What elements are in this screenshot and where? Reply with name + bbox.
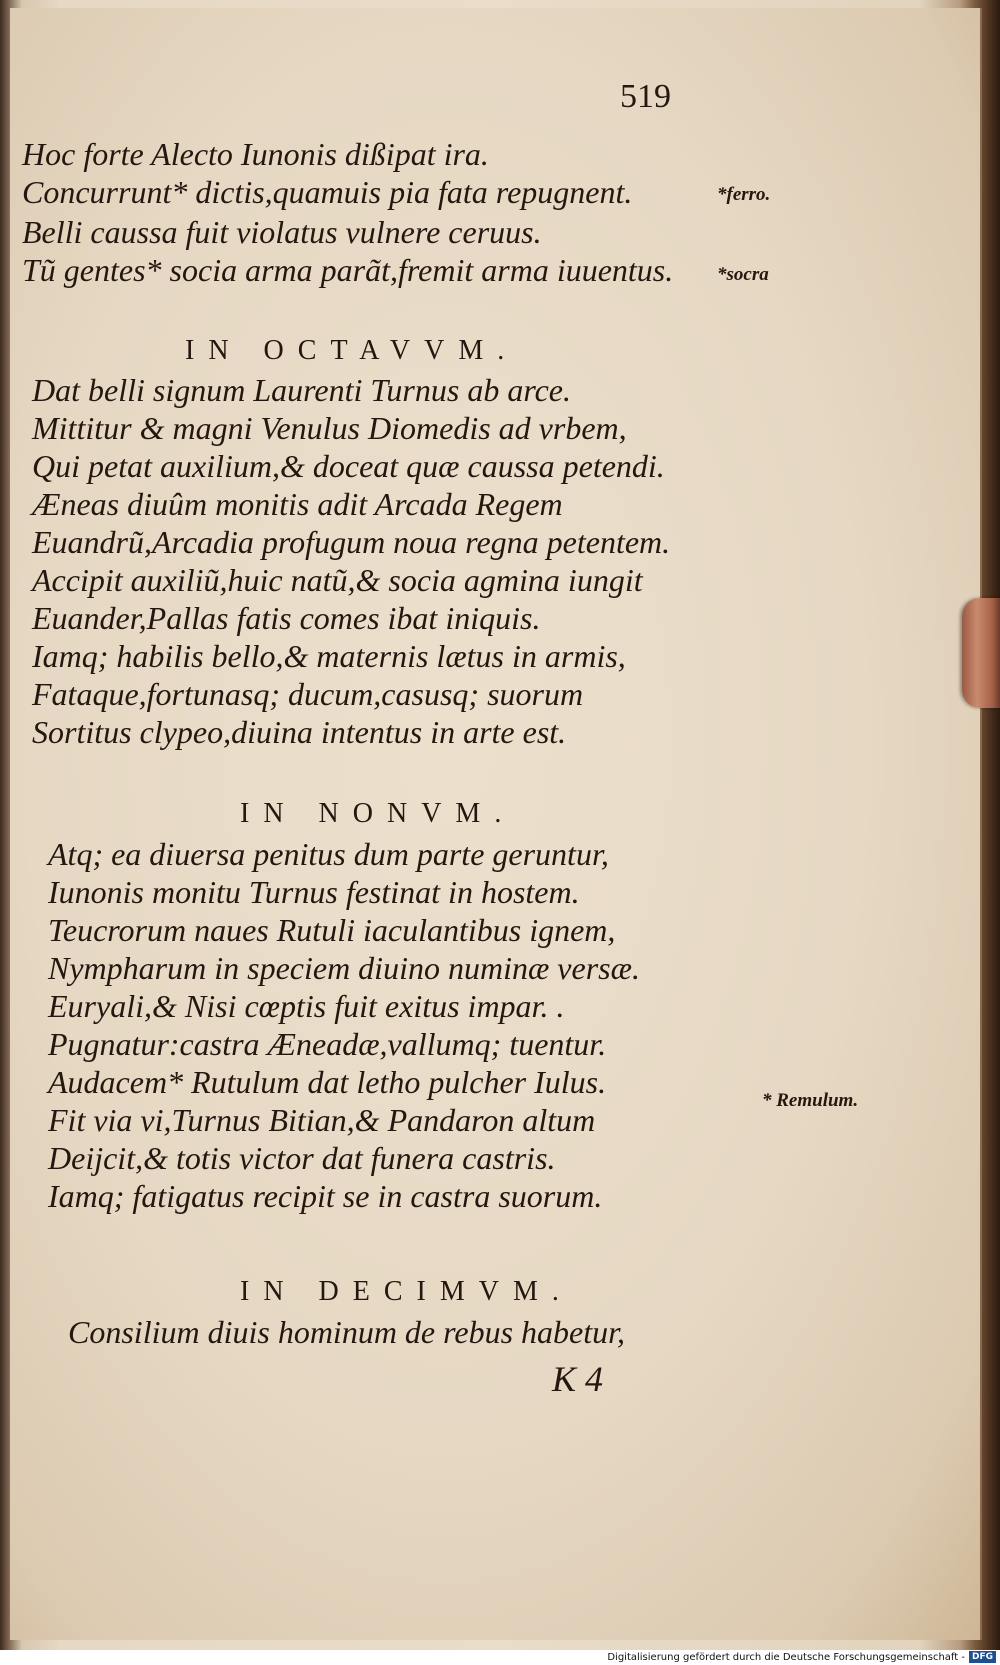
verse-line: Teucrorum naues Rutuli iaculantibus ignem,: [48, 912, 616, 948]
verse-line: Nympharum in speciem diuino numinæ versæ.: [48, 950, 640, 986]
verse-line: Iamq; habilis bello,& maternis lætus in armis,: [32, 638, 626, 674]
verse-line: Qui petat auxilium,& doceat quæ caussa petendi.: [32, 448, 665, 484]
verse-line: Deijcit,& totis victor dat funera castris.: [48, 1140, 556, 1176]
margin-note: * Remulum.: [762, 1090, 859, 1111]
verse-line: Iamq; fatigatus recipit se in castra suorum.: [48, 1178, 603, 1214]
margin-note: *socra: [717, 264, 769, 285]
verse-line: Tũ gentes* socia arma parãt,fremit arma iuuentus.: [22, 252, 674, 288]
verse-line: Hoc forte Alecto Iunonis dißipat ira.: [22, 136, 489, 172]
verse-line: Belli caussa fuit violatus vulnere ceruus.: [22, 214, 542, 250]
section-heading: IN NONVM.: [240, 798, 516, 829]
book-page: [10, 8, 982, 1640]
verse-line: Euryali,& Nisi cœptis fuit exitus impar. .: [48, 988, 565, 1024]
section-heading: IN DECIMVM.: [240, 1276, 573, 1307]
verse-line: Iunonis monitu Turnus festinat in hostem.: [48, 874, 580, 910]
verse-line: Fataque,fortunasq; ducum,casusq; suorum: [32, 676, 584, 712]
verse-line: Sortitus clypeo,diuina intentus in arte est.: [32, 714, 567, 750]
verse-line: Audacem* Rutulum dat letho pulcher Iulus.: [48, 1064, 607, 1100]
book-clasp: [962, 598, 1000, 708]
signature-mark: K 4: [552, 1359, 604, 1399]
page-number: 519: [620, 78, 671, 115]
verse-line: Fit via vi,Turnus Bitian,& Pandaron altum: [48, 1102, 596, 1138]
verse-line: Pugnatur:castra Æneadæ,vallumq; tuentur.: [48, 1026, 607, 1062]
digitization-footer: [0, 1650, 1000, 1665]
verse-line: Mittitur & magni Venulus Diomedis ad vrbem,: [32, 410, 627, 446]
margin-note: *ferro.: [717, 184, 771, 205]
verse-line: Euander,Pallas fatis comes ibat iniquis.: [32, 600, 541, 636]
verse-line: Accipit auxiliũ,huic natũ,& socia agmina iungit: [32, 562, 643, 598]
verse-line: Dat belli signum Laurenti Turnus ab arce.: [32, 372, 571, 408]
dfg-logo-icon: DFG: [969, 1651, 996, 1663]
verse-line: Atq; ea diuersa penitus dum parte geruntur,: [48, 836, 609, 872]
section-heading: IN OCTAVVM.: [185, 335, 519, 366]
verse-line: Concurrunt* dictis,quamuis pia fata repugnent.: [22, 174, 633, 210]
verse-line: Consilium diuis hominum de rebus habetur,: [68, 1314, 626, 1350]
verse-line: Æneas diuûm monitis adit Arcada Regem: [32, 486, 563, 522]
footer-text: Digitalisierung gefördert durch die Deutsche Forschungsgemeinschaft -: [607, 1652, 965, 1663]
verse-line: Euandrũ,Arcadia profugum noua regna petentem.: [32, 524, 671, 560]
